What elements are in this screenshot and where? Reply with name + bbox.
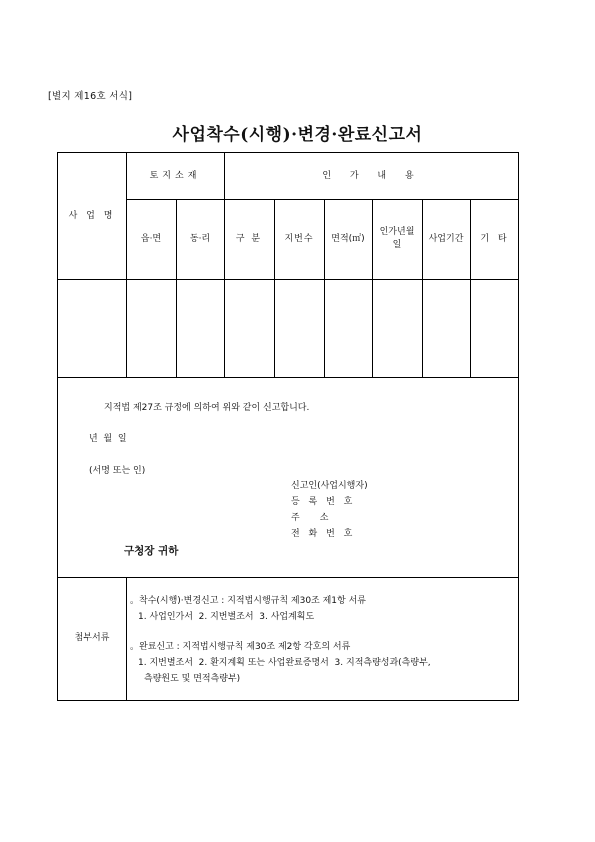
attachment-divider (126, 577, 127, 700)
etc-header: 기 타 (480, 233, 510, 244)
report-form-table (57, 152, 519, 701)
project-name-header: 사 업 명 (68, 210, 116, 221)
registration-number-label: 등 록 번 호 (291, 497, 356, 507)
completion-report-docs-items-cont: 측량원도 및 면적측량부) (144, 674, 241, 684)
dong-ri-header: 동·리 (189, 233, 211, 244)
category-header: 구 분 (235, 233, 263, 244)
declaration-bottom-line (58, 577, 518, 578)
phone-number-label: 전 화 번 호 (291, 529, 356, 539)
signature-note: (서명 또는 인) (89, 466, 146, 476)
report-date: 년 월 일 (89, 434, 127, 444)
body-bottom-line (58, 377, 518, 378)
form-number-label: [별지 제16호 서식] (48, 91, 133, 102)
completion-report-docs-items: 1. 지번별조서 2. 환지계획 또는 사업완료증명서 3. 지적측량성과(측량부, (138, 658, 431, 668)
eup-myeon-header: 읍·면 (140, 233, 162, 244)
area-header: 면적(㎡) (331, 233, 365, 244)
col-line-6 (372, 199, 373, 377)
declaration-statement: 지적법 제27조 규정에 의하여 위와 같이 신고합니다. (104, 403, 310, 413)
reporter-label: 신고인(사업시행자) (291, 481, 368, 491)
address-label: 주 소 (291, 513, 329, 523)
attachments-label: 첨부서류 (74, 633, 110, 643)
lot-count-header: 지번수 (284, 233, 314, 244)
start-report-docs-title: 。착수(시행)·변경신고 : 지적법시행규칙 제30조 제1항 서류 (130, 596, 366, 606)
start-report-docs-items: 1. 사업인가서 2. 지번별조서 3. 사업계획도 (138, 612, 315, 622)
addressee: 구청장 귀하 (124, 545, 179, 557)
header-bottom-line (58, 279, 518, 280)
permit-content-header: 인 가 내 용 (322, 170, 422, 181)
document-title: 사업착수(시행)·변경·완료신고서 (172, 125, 423, 145)
land-location-header: 토지소재 (149, 170, 201, 181)
project-period-header: 사업기간 (428, 233, 464, 244)
completion-report-docs-title: 。완료신고 : 지적법시행규칙 제30조 제2항 각호의 서류 (130, 642, 351, 652)
permit-date-header: 인가년월일 (379, 227, 415, 250)
